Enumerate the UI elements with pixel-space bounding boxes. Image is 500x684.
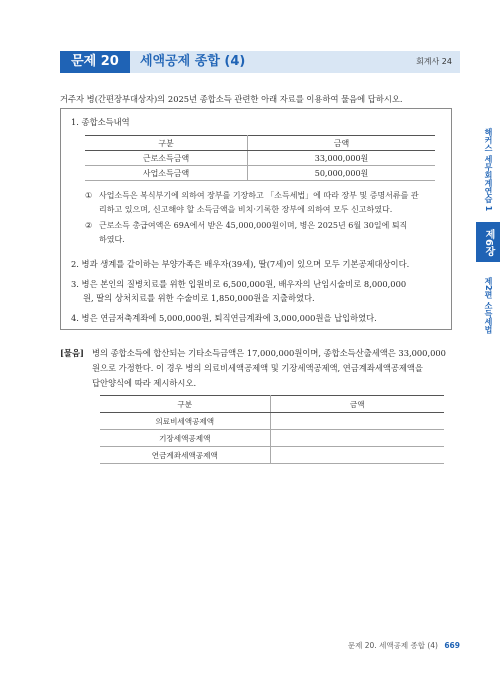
table-row — [85, 151, 435, 166]
table-cell: 의료비세액공제액 — [100, 413, 270, 430]
footer-title: 문제 20. 세액공제 종합 (4) — [347, 641, 438, 650]
note-2 — [85, 219, 441, 247]
note-line: 근로소득 총급여액은 69A에서 받은 45,000,000원이며, 병은 2025년 6월 30일에 퇴직 — [99, 221, 408, 230]
problem-source: 회계사 24 — [416, 57, 452, 66]
intro-text: 거주자 병(간편장부대상자)의 2025년 종합소득 관련한 아래 자료를 이용하여 물음에 답하시오. — [60, 94, 403, 104]
question-line: 병의 종합소득에 합산되는 기타소득금액은 17,000,000원이며, 종합소득산출세액은 33,000,000 — [92, 348, 446, 358]
item-income-details: 1. 종합소득내역 — [71, 117, 130, 127]
table-row — [100, 447, 444, 464]
question-line: 답안양식에 따라 제시하시오. — [92, 378, 197, 388]
question-line: 원으로 가정한다. 이 경우 병의 의료비세액공제액 및 기장세액공제액, 연금계좌세액공제액을 — [92, 363, 423, 373]
page-footer — [348, 640, 460, 651]
question-label: [물음] — [60, 348, 84, 358]
table-row — [100, 430, 444, 447]
page-number: 669 — [444, 641, 460, 650]
table-cell: 연금계좌세액공제액 — [100, 447, 270, 464]
table-header: 금액 — [270, 396, 444, 413]
answer-input-cell[interactable] — [270, 413, 444, 430]
data-box — [60, 108, 452, 330]
answer-input-cell[interactable] — [270, 447, 444, 464]
note-line: 리하고 있으며, 신고해야 할 소득금액을 비치·기록한 장부에 의하여 모두 신고하였다. — [99, 205, 393, 214]
table-header-row — [100, 396, 444, 413]
income-table — [85, 135, 435, 181]
answer-input-cell[interactable] — [270, 430, 444, 447]
problem-number-badge: 문제 20 — [60, 51, 130, 73]
table-row — [100, 413, 444, 430]
note-line: 사업소득은 복식부기에 의하여 장부를 기장하고 「소득세법」에 따라 장부 및 증명서류를 관 — [99, 191, 419, 200]
table-header: 구분 — [85, 136, 248, 151]
note-1 — [85, 189, 441, 217]
problem-header — [60, 51, 460, 73]
table-cell: 기장세액공제액 — [100, 430, 270, 447]
item-medical-expenses: 3. 병은 본인의 질병치료를 위한 입원비로 6,500,000원, 배우자의 난임시술비로 8,000,000 — [71, 279, 407, 289]
problem-title: 세액공제 종합 (4) — [140, 54, 246, 69]
table-cell: 50,000,000원 — [248, 166, 435, 181]
item-medical-expenses-cont: 원, 딸의 상처치료를 위한 수술비로 1,850,000원을 지출하였다. — [83, 293, 315, 303]
note-marker: ② — [85, 221, 93, 230]
side-part-title: 제2편 소득세법 — [484, 276, 493, 334]
table-row — [85, 166, 435, 181]
table-cell: 근로소득금액 — [85, 151, 248, 166]
side-book-title: 해커스 세무회계연습 1 — [484, 128, 493, 212]
side-chapter-tab[interactable]: 제6장 — [476, 222, 500, 262]
table-header: 금액 — [248, 136, 435, 151]
table-cell: 33,000,000원 — [248, 151, 435, 166]
table-header: 구분 — [100, 396, 270, 413]
item-dependents: 2. 병과 생계를 같이하는 부양가족은 배우자(39세), 딸(7세)이 있으며 모두 기본공제대상이다. — [71, 259, 410, 269]
note-line: 하였다. — [99, 235, 125, 244]
item-pension-deposits: 4. 병은 연금저축계좌에 5,000,000원, 퇴직연금계좌에 3,000,000원을 납입하였다. — [71, 313, 377, 323]
answer-table — [100, 395, 444, 464]
table-cell: 사업소득금액 — [85, 166, 248, 181]
question — [60, 346, 452, 391]
table-header-row — [85, 136, 435, 151]
note-marker: ① — [85, 191, 93, 200]
